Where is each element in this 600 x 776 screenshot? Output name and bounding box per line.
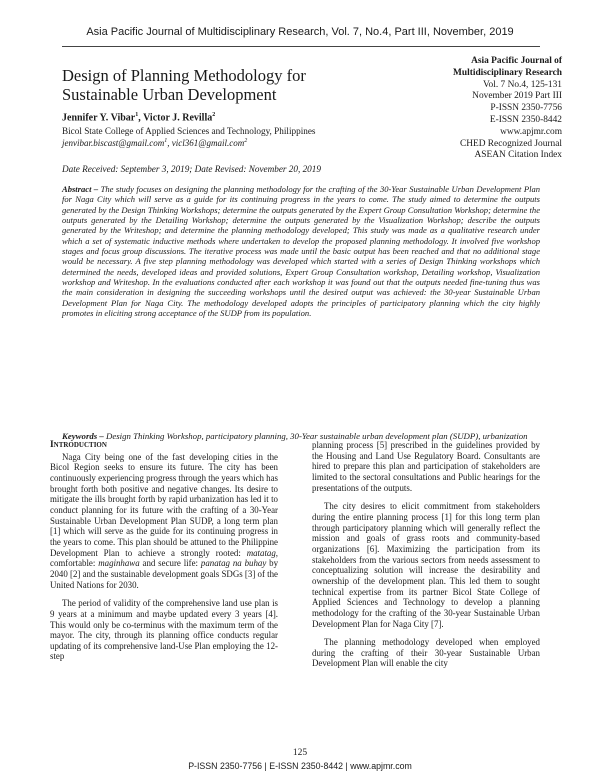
- journal-eissn: E-ISSN 2350-8442: [489, 114, 562, 125]
- email-1-sup: 1: [164, 138, 168, 144]
- journal-info-block: [392, 56, 562, 162]
- paragraph: The city desires to elicit commitment from stakeholders during the entire planning process [1] for this long term plan through participatory planning which will generally reflect the mission and goals of grass roots and community-based organizations [6]. Maximizing the participation from its stakeholders from the various sectors from needs assessment to conceptualizing solution will increase the desirability and ownership of the development plan. This led them to sought technical expertise from its partner Bicol State College of Applied Sciences and Technology to develop a planning methodology for the crafting of the 30-year Sustainable Urban Development Plan for Naga City [7].: [312, 501, 540, 629]
- abstract-label: Abstract –: [62, 184, 99, 194]
- paragraph-text: and secure life:: [139, 558, 201, 569]
- keywords-label: Keywords –: [62, 431, 104, 441]
- affiliation: Bicol State College of Applied Sciences and Technology, Philippines: [62, 126, 316, 136]
- author-1-sup: 1: [135, 112, 139, 118]
- abstract-text: The study focuses on designing the planning methodology for the crafting of the 30-Year Sustainable Urban Development Plan for Naga City which will serve as a guide for its continuing progress in the years to come. The study aimed to determine the outputs generated by the Design Thinking Workshops; determine the outputs generated by the Expert Group Consultation Workshop; determine the outputs generated by the Detailing Workshop; determine the outputs generated by the Visualization Workshop; describe the outputs generated by the Writeshop; and determine the planning methodology developed; This study was made as a qualitative research under which a set of systematic inductive methods where undertaken to develop the proposed planning methodology. It involved five workshop stages and focus group discussions. The iterative process was made until the basic output has been reached and that no additional stage would be necessary. A five step planning methodology was developed which started with a series of Design Thinking workshops which determined the needs, developed ideas and provided solutions, Expert Group Consultation workshop, Detailing workshop, Visualization workshop and Writeshop. In the evaluations conducted after each workshop it was found out that the outputs needed fine-tuning thus was the main consideration in designing the succeeding workshops until the desired output was achieved: the 30-year Sustainable Urban Development Plan for Naga City. The methodology developed adopts the principles of participatory planning which the city highly promotes in eliciting strong acceptance of the SUDP from its population.: [62, 184, 541, 319]
- term-matatag: matatag: [246, 547, 276, 558]
- abstract: [62, 184, 540, 318]
- journal-volume: Vol. 7 No.4, 125-131: [483, 79, 562, 90]
- title-line-1: Design of Planning Methodology for: [62, 66, 306, 85]
- journal-name-2: Multidisciplinary Research: [453, 67, 562, 78]
- journal-pissn: P-ISSN 2350-7756: [490, 103, 562, 114]
- journal-name-1: Asia Pacific Journal of: [471, 56, 562, 66]
- author-1: Jennifer Y. Vibar: [62, 112, 136, 124]
- journal-ched: CHED Recognized Journal: [459, 138, 562, 149]
- paper-title: [62, 66, 382, 104]
- paragraph: planning process [5] prescribed in the guidelines provided by the Housing and Land Use Regulatory Board. Consultants are hired to prepare this plan and participation of stakeholders are limited to the sectoral consultations and Public hearings for the presentations of the outputs.: [312, 440, 540, 493]
- paragraph-text: , comfortable:: [50, 547, 278, 569]
- author-2: , Victor J. Revilla: [138, 112, 213, 124]
- page-number: 125: [292, 748, 308, 758]
- email-1[interactable]: jenvibar.biscast@gmail.com: [62, 138, 165, 148]
- author-2-sup: 2: [212, 112, 216, 118]
- journal-website[interactable]: www.apjmr.com: [500, 126, 562, 137]
- term-maginhawa: maginhawa: [98, 558, 140, 569]
- keywords-text: Design Thinking Workshop, participatory planning, 30-Year sustainable urban development plan (SUDP), urbanization: [106, 431, 528, 441]
- journal-asean: ASEAN Citation Index: [474, 150, 562, 161]
- body-column-left: [50, 440, 278, 670]
- body-column-right: [312, 440, 540, 677]
- paragraph-text: Naga City being one of the fast developing cities in the Bicol Region seeks to ensure its future. The city has been continuously experiencing progress through the years which has brought forth both positive and negative changes. Its desire to mitigate the ills brought forth by rapid urbanization has led it to conduct planning for its future with the crafting of a 30-Year Sustainable Urban Development Plan SUDP, a long term plan [1] which will serve as the guide for its continuing progress in the years to come. This plan should be attuned to the Philippine Development Plan to achieve a strongly rooted:: [50, 451, 278, 558]
- paragraph: The period of validity of the comprehensive land use plan is 9 years at a minimum and maybe updated every 3 years [4]. This would only be co-terminus with the maximum term of the mayor. The city, through its planning office conducts regular updating of its comprehensive land-Use Plan employing the 12-step: [50, 598, 278, 662]
- paragraph-text: by 2040 [2] and the sustainable development goals SDGs [3] of the United Nations for 2030.: [50, 558, 279, 590]
- section-heading-introduction: Introduction: [50, 440, 107, 450]
- paragraph: The planning methodology developed when employed during the crafting of their 30-year Sustainable Urban Development Plan will enable the city: [312, 637, 540, 669]
- journal-issue: November 2019 Part III: [472, 91, 562, 102]
- journal-running-header: Asia Pacific Journal of Multidisciplinary Research, Vol. 7, No.4, Part III, November, 2019: [86, 26, 514, 38]
- header-rule: [62, 46, 540, 47]
- title-line-2: Sustainable Urban Development: [62, 85, 277, 104]
- submission-dates: Date Received: September 3, 2019; Date Revised: November 20, 2019: [62, 164, 321, 174]
- email-2-sup: 2: [244, 138, 248, 144]
- email-2[interactable]: , vicl361@gmail.com: [167, 138, 245, 148]
- term-panatag: panatag na buhay: [200, 558, 267, 569]
- paragraph: [50, 452, 278, 591]
- author-list: [62, 112, 215, 123]
- author-emails: [62, 138, 247, 148]
- footer-issn-line: P-ISSN 2350-7756 | E-ISSN 2350-8442 | www.apjmr.com: [188, 761, 412, 771]
